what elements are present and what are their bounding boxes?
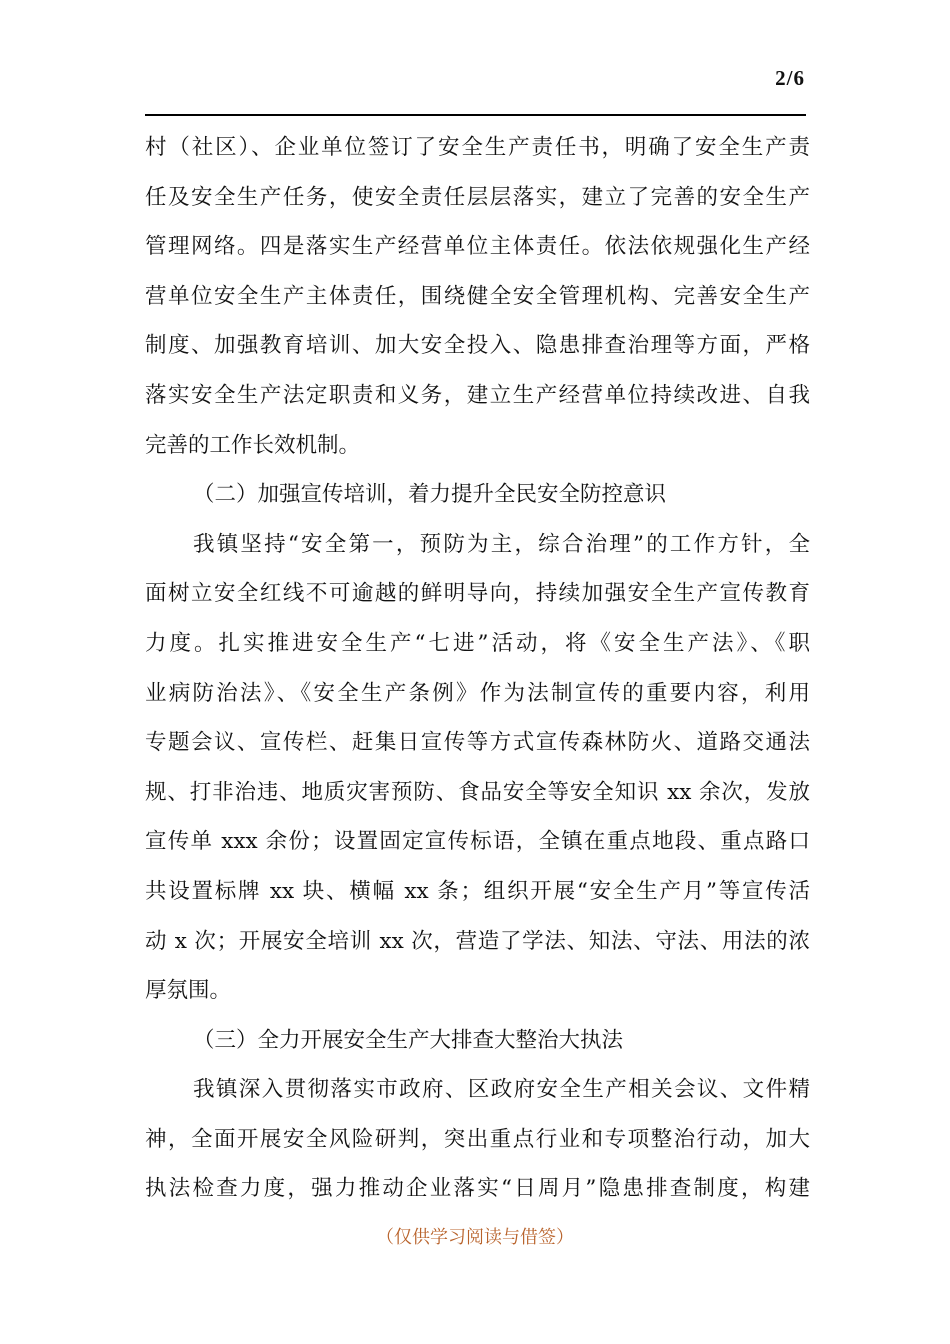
section-heading: （二）加强宣传培训，着力提升全民安全防控意识 bbox=[193, 482, 667, 508]
section-heading: （三）全力开展安全生产大排查大整治大执法 bbox=[193, 1027, 624, 1053]
paragraph-line: 管理网络。四是落实生产经营单位主体责任。依法依规强化生产经 bbox=[145, 234, 810, 260]
paragraph-line: 任及安全生产任务，使安全责任层层落实，建立了完善的安全生产 bbox=[145, 184, 810, 210]
paragraph-line: 制度、加强教育培训、加大安全投入、隐患排查治理等方面，严格 bbox=[145, 333, 810, 359]
paragraph-line: 村（社区）、企业单位签订了安全生产责任书，明确了安全生产责 bbox=[145, 135, 810, 160]
paragraph-line: 力度。扎实推进安全生产“七进”活动，将《安全生产法》、《职 bbox=[145, 630, 810, 656]
paragraph-line: 完善的工作长效机制。 bbox=[145, 432, 361, 458]
paragraph-line: 动 x 次；开展安全培训 xx 次，营造了学法、知法、守法、用法的浓 bbox=[145, 928, 810, 954]
paragraph-line: 我镇坚持“安全第一，预防为主，综合治理”的工作方针，全 bbox=[193, 531, 810, 557]
paragraph-line: 落实安全生产法定职责和义务，建立生产经营单位持续改进、自我 bbox=[145, 382, 810, 408]
paragraph-line: 厚氛围。 bbox=[145, 978, 232, 1004]
paragraph-line: 共设置标牌 xx 块、横幅 xx 条；组织开展“安全生产月”等宣传活 bbox=[145, 878, 810, 904]
paragraph-line: 我镇深入贯彻落实市政府、区政府安全生产相关会议、文件精 bbox=[193, 1077, 810, 1103]
footer-note: （仅供学习阅读与借签） bbox=[376, 1227, 574, 1248]
document-body bbox=[145, 123, 810, 1214]
header-divider bbox=[145, 114, 806, 116]
paragraph-line: 神，全面开展安全风险研判，突出重点行业和专项整治行动，加大 bbox=[145, 1126, 810, 1152]
paragraph-line: 规、打非治违、地质灾害预防、食品安全等安全知识 xx 余次，发放 bbox=[145, 779, 810, 805]
paragraph-line: 宣传单 xxx 余份；设置固定宣传标语，全镇在重点地段、重点路口 bbox=[145, 829, 810, 855]
page-number: 2/6 bbox=[775, 66, 805, 90]
paragraph-line: 专题会议、宣传栏、赶集日宣传等方式宣传森林防火、道路交通法 bbox=[145, 730, 810, 756]
paragraph-line: 业病防治法》、《安全生产条例》作为法制宣传的重要内容，利用 bbox=[145, 680, 810, 706]
paragraph-line: 执法检查力度，强力推动企业落实“日周月”隐患排查制度，构建 bbox=[145, 1176, 810, 1202]
paragraph-line: 面树立安全红线不可逾越的鲜明导向，持续加强安全生产宣传教育 bbox=[145, 581, 810, 607]
paragraph-line: 营单位安全生产主体责任，围绕健全安全管理机构、完善安全生产 bbox=[145, 283, 810, 309]
